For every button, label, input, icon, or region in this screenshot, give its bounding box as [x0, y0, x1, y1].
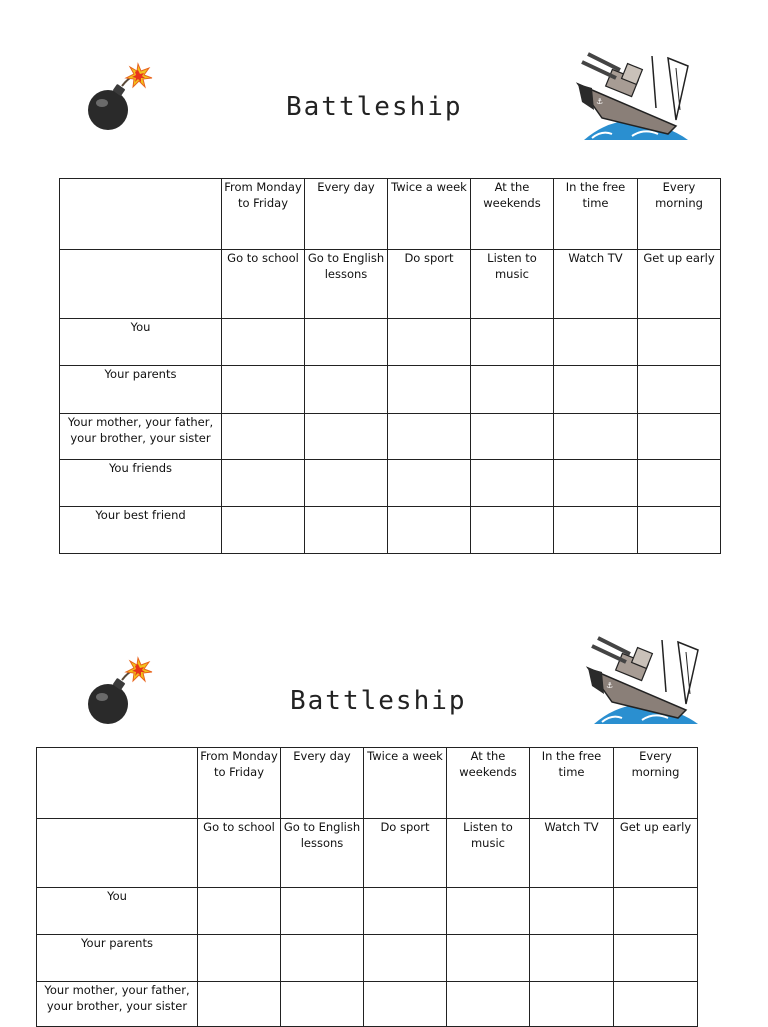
answer-cell[interactable] [471, 366, 554, 414]
answer-cell[interactable] [614, 888, 698, 935]
answer-cell[interactable] [554, 366, 638, 414]
answer-cell[interactable] [364, 982, 447, 1027]
time-header-row [37, 748, 698, 819]
activity-header: Get up early [614, 819, 698, 888]
table-row [37, 982, 698, 1027]
answer-cell[interactable] [281, 935, 364, 982]
corner-cell [60, 250, 222, 319]
battleship-icon [572, 48, 702, 148]
answer-cell[interactable] [222, 414, 305, 460]
row-label: You [60, 319, 222, 366]
answer-cell[interactable] [554, 460, 638, 507]
answer-cell[interactable] [305, 414, 388, 460]
answer-cell[interactable] [530, 982, 614, 1027]
corner-cell [37, 819, 198, 888]
answer-cell[interactable] [222, 319, 305, 366]
answer-cell[interactable] [554, 507, 638, 554]
activity-header: Go to English lessons [281, 819, 364, 888]
row-label: Your parents [37, 935, 198, 982]
activity-header: Listen to music [471, 250, 554, 319]
answer-cell[interactable] [471, 414, 554, 460]
bomb-icon [80, 58, 160, 134]
table-row [60, 507, 721, 554]
answer-cell[interactable] [364, 888, 447, 935]
table-row [37, 935, 698, 982]
table-row [60, 460, 721, 507]
activity-header: Do sport [364, 819, 447, 888]
time-header: In the free time [554, 179, 638, 250]
time-header: From Monday to Friday [222, 179, 305, 250]
answer-cell[interactable] [554, 319, 638, 366]
answer-cell[interactable] [638, 507, 721, 554]
answer-cell[interactable] [614, 982, 698, 1027]
row-label: You [37, 888, 198, 935]
answer-cell[interactable] [305, 460, 388, 507]
time-header: Every day [305, 179, 388, 250]
answer-cell[interactable] [638, 414, 721, 460]
battleship-grid [59, 178, 721, 554]
corner-cell [37, 748, 198, 819]
activity-header: Go to school [222, 250, 305, 319]
activity-header: Do sport [388, 250, 471, 319]
answer-cell[interactable] [305, 319, 388, 366]
answer-cell[interactable] [222, 507, 305, 554]
answer-cell[interactable] [638, 366, 721, 414]
corner-cell [60, 179, 222, 250]
answer-cell[interactable] [198, 982, 281, 1027]
answer-cell[interactable] [614, 935, 698, 982]
answer-cell[interactable] [388, 460, 471, 507]
table-row [60, 319, 721, 366]
table-row [60, 366, 721, 414]
row-label: Your best friend [60, 507, 222, 554]
answer-cell[interactable] [471, 507, 554, 554]
answer-cell[interactable] [388, 319, 471, 366]
answer-cell[interactable] [222, 460, 305, 507]
table-row [37, 888, 698, 935]
answer-cell[interactable] [305, 366, 388, 414]
answer-cell[interactable] [638, 460, 721, 507]
answer-cell[interactable] [471, 319, 554, 366]
answer-cell[interactable] [447, 935, 530, 982]
answer-cell[interactable] [530, 935, 614, 982]
row-label: Your parents [60, 366, 222, 414]
row-label: You friends [60, 460, 222, 507]
answer-cell[interactable] [530, 888, 614, 935]
worksheet-title: Battleship [286, 92, 463, 122]
bomb-icon [80, 652, 160, 728]
row-label: Your mother, your father, your brother, your sister [60, 414, 222, 460]
answer-cell[interactable] [198, 935, 281, 982]
battleship-grid [36, 747, 698, 1027]
answer-cell[interactable] [447, 888, 530, 935]
time-header: Every morning [614, 748, 698, 819]
activity-header: Listen to music [447, 819, 530, 888]
time-header-row [60, 179, 721, 250]
activity-header: Go to English lessons [305, 250, 388, 319]
svg-text:⚓: ⚓ [606, 681, 614, 690]
activity-header: Get up early [638, 250, 721, 319]
answer-cell[interactable] [281, 888, 364, 935]
time-header: Twice a week [388, 179, 471, 250]
time-header: Twice a week [364, 748, 447, 819]
activity-header: Watch TV [554, 250, 638, 319]
table-row [60, 414, 721, 460]
answer-cell[interactable] [388, 414, 471, 460]
answer-cell[interactable] [198, 888, 281, 935]
activity-header-row [60, 250, 721, 319]
answer-cell[interactable] [388, 366, 471, 414]
activity-header-row [37, 819, 698, 888]
answer-cell[interactable] [447, 982, 530, 1027]
time-header: At the weekends [471, 179, 554, 250]
time-header: From Monday to Friday [198, 748, 281, 819]
time-header: Every morning [638, 179, 721, 250]
svg-text:⚓: ⚓ [596, 97, 604, 106]
answer-cell[interactable] [388, 507, 471, 554]
time-header: At the weekends [447, 748, 530, 819]
answer-cell[interactable] [222, 366, 305, 414]
answer-cell[interactable] [281, 982, 364, 1027]
answer-cell[interactable] [471, 460, 554, 507]
activity-header: Go to school [198, 819, 281, 888]
answer-cell[interactable] [364, 935, 447, 982]
battleship-icon [582, 632, 712, 732]
answer-cell[interactable] [554, 414, 638, 460]
time-header: In the free time [530, 748, 614, 819]
worksheet-title: Battleship [290, 686, 467, 716]
activity-header: Watch TV [530, 819, 614, 888]
time-header: Every day [281, 748, 364, 819]
answer-cell[interactable] [305, 507, 388, 554]
row-label: Your mother, your father, your brother, your sister [37, 982, 198, 1027]
answer-cell[interactable] [638, 319, 721, 366]
